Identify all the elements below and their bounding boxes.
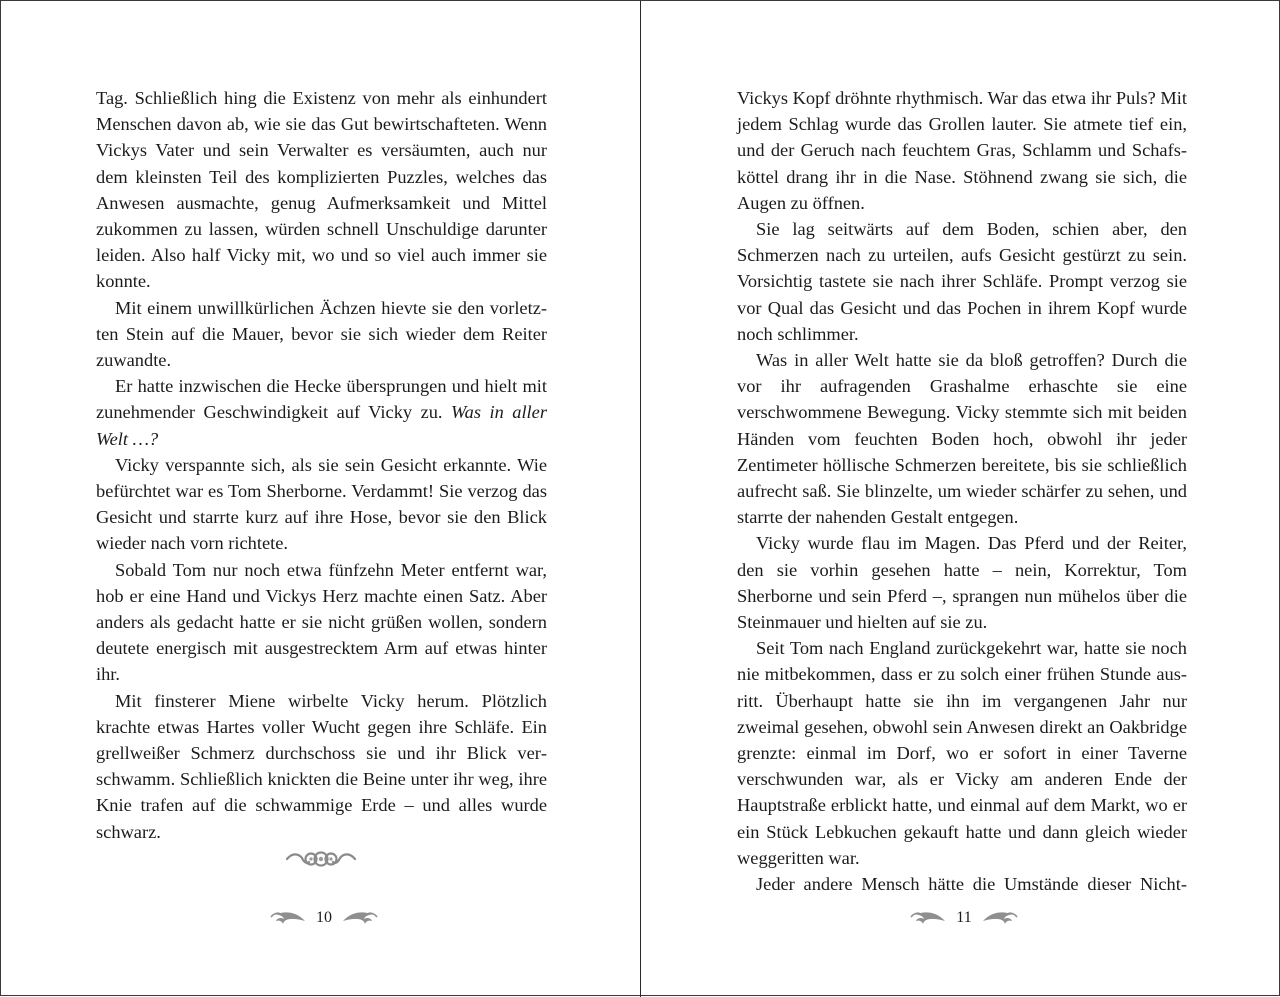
paragraph: Sobald Tom nur noch etwa fünfzehn Meter entfernt war, hob er eine Hand und Vickys Herz machte einen Satz. Aber anders als gedacht hatte er sie nicht grüßen wollen, sondern deutete energisch mit ausgestrecktem Arm auf etwas hinter ihr. xyxy=(96,559,547,685)
folio xyxy=(909,903,1019,933)
folio xyxy=(269,903,379,933)
italic-thought: Was in aller Welt …? xyxy=(96,402,547,449)
leaf-flourish-icon xyxy=(341,907,379,929)
paragraph-text: Er hatte inzwischen die Hecke übersprungen und hielt mit zunehmender Geschwindigkeit auf Vicky zu. xyxy=(96,376,547,423)
paragraph: Mit finsterer Miene wirbelte Vicky herum. Plötzlich krachte etwas Hartes voller Wucht gegen ihre Schläfe. Ein grellweißer Schmerz durchschoss sie und ihr Blick verschwamm. Schließlich knickten die Beine unter ihr weg, ihre Knie trafen auf die schwammige Erde – und alles wurde schwarz. xyxy=(96,690,547,842)
paragraph: Vicky wurde flau im Magen. Das Pferd und der Reiter, den sie vorhin gesehen hatte – nein, Korrektur, Tom Sherborne und sein Pferd –, sprangen nun mühelos über die Steinmauer und hielten auf sie zu. xyxy=(737,533,1187,633)
page-number: 11 xyxy=(956,909,972,926)
paragraph: Sie lag seitwärts auf dem Boden, schien aber, den Schmerzen nach zu urteilen, aufs Gesicht gestürzt zu sein. Vorsichtig tastete sie nach ihrer Schläfe. Prompt verzog sie vor Qual das Gesicht und das Pochen in ihrem Kopf wurde noch schlimmer. xyxy=(737,219,1187,344)
right-page-text xyxy=(737,85,1187,897)
paragraph: Vickys Kopf dröhnte rhythmisch. War das etwa ihr Puls? Mit jedem Schlag wurde das Grollen lauter. Sie atmete tief ein, und der Geruch nach feuchtem Gras, Schlamm und Schafsköttel drang ihr in die Nase. Stöhnend zwang sie sich, die Augen zu öffnen. xyxy=(737,88,1187,213)
paragraph: Vicky verspannte sich, als sie sein Gesicht erkannte. Wie befürchtet war es Tom Sherborne. Verdammt! Sie verzog das Gesicht und starrte kurz auf ihre Hose, bevor sie den Blick wieder nach vorn richtete. xyxy=(96,454,547,554)
paragraph xyxy=(96,373,547,452)
page-number: 10 xyxy=(316,909,332,926)
ornament-scroll-icon xyxy=(284,847,358,871)
paragraph: Seit Tom nach England zurückgekehrt war, hatte sie noch nie mitbekommen, dass er zu solch einer frühen Stunde ausritt. Überhaupt hatte sie ihn im vergangenen Jahr nur zweimal gesehen, obwohl sein Anwesen direkt an Oakbridge grenzte: einmal im Dorf, wo er sofort in einer Taverne verschwunden war, als er Vicky am anderen Ende der Hauptstraße erblickt hatte, und einmal auf dem Markt, wo er ein Stück Lebkuchen gekauft hatte und dann gleich wieder weggeritten war. xyxy=(737,638,1187,868)
left-page xyxy=(1,1,640,997)
paragraph: Mit einem unwillkürlichen Ächzen hievte sie den vorletzten Stein auf die Mauer, bevor sie sich wieder dem Reiter zuwandte. xyxy=(96,297,547,371)
leaf-flourish-icon xyxy=(909,907,947,929)
paragraph: Was in aller Welt hatte sie da bloß getroffen? Durch die vor ihr aufragenden Grashalme erhaschte sie eine verschwommene Bewegung. Vicky stemmte sich mit beiden Händen vom feuchten Boden hoch, obwohl ihr jeder Zentimeter höllische Schmerzen bereitete, bis sie schließlich aufrecht saß. Sie blinzelte, um wieder schärfer zu sehen, und starrte der nahenden Gestalt entgegen. xyxy=(737,350,1187,528)
paragraph: Tag. Schließlich hing die Existenz von mehr als einhundert Menschen davon ab, wie sie das Gut bewirtschafteten. Wenn Vickys Vater und sein Verwalter es versäumten, auch nur dem kleinsten Teil des komplizierten Puzzles, welches das Anwesen ausmachte, genug Aufmerksamkeit und Mittel zukommen zu lassen, würden schnell Unschuldige darunter leiden. Also half Vicky mit, wo und so viel auch immer sie konnte. xyxy=(96,88,547,292)
leaf-flourish-icon xyxy=(981,907,1019,929)
leaf-flourish-icon xyxy=(269,907,307,929)
right-page xyxy=(641,1,1280,997)
left-page-text xyxy=(96,85,547,845)
paragraph: Jeder andere Mensch hätte die Umstände dieser Nicht- xyxy=(756,874,1187,895)
